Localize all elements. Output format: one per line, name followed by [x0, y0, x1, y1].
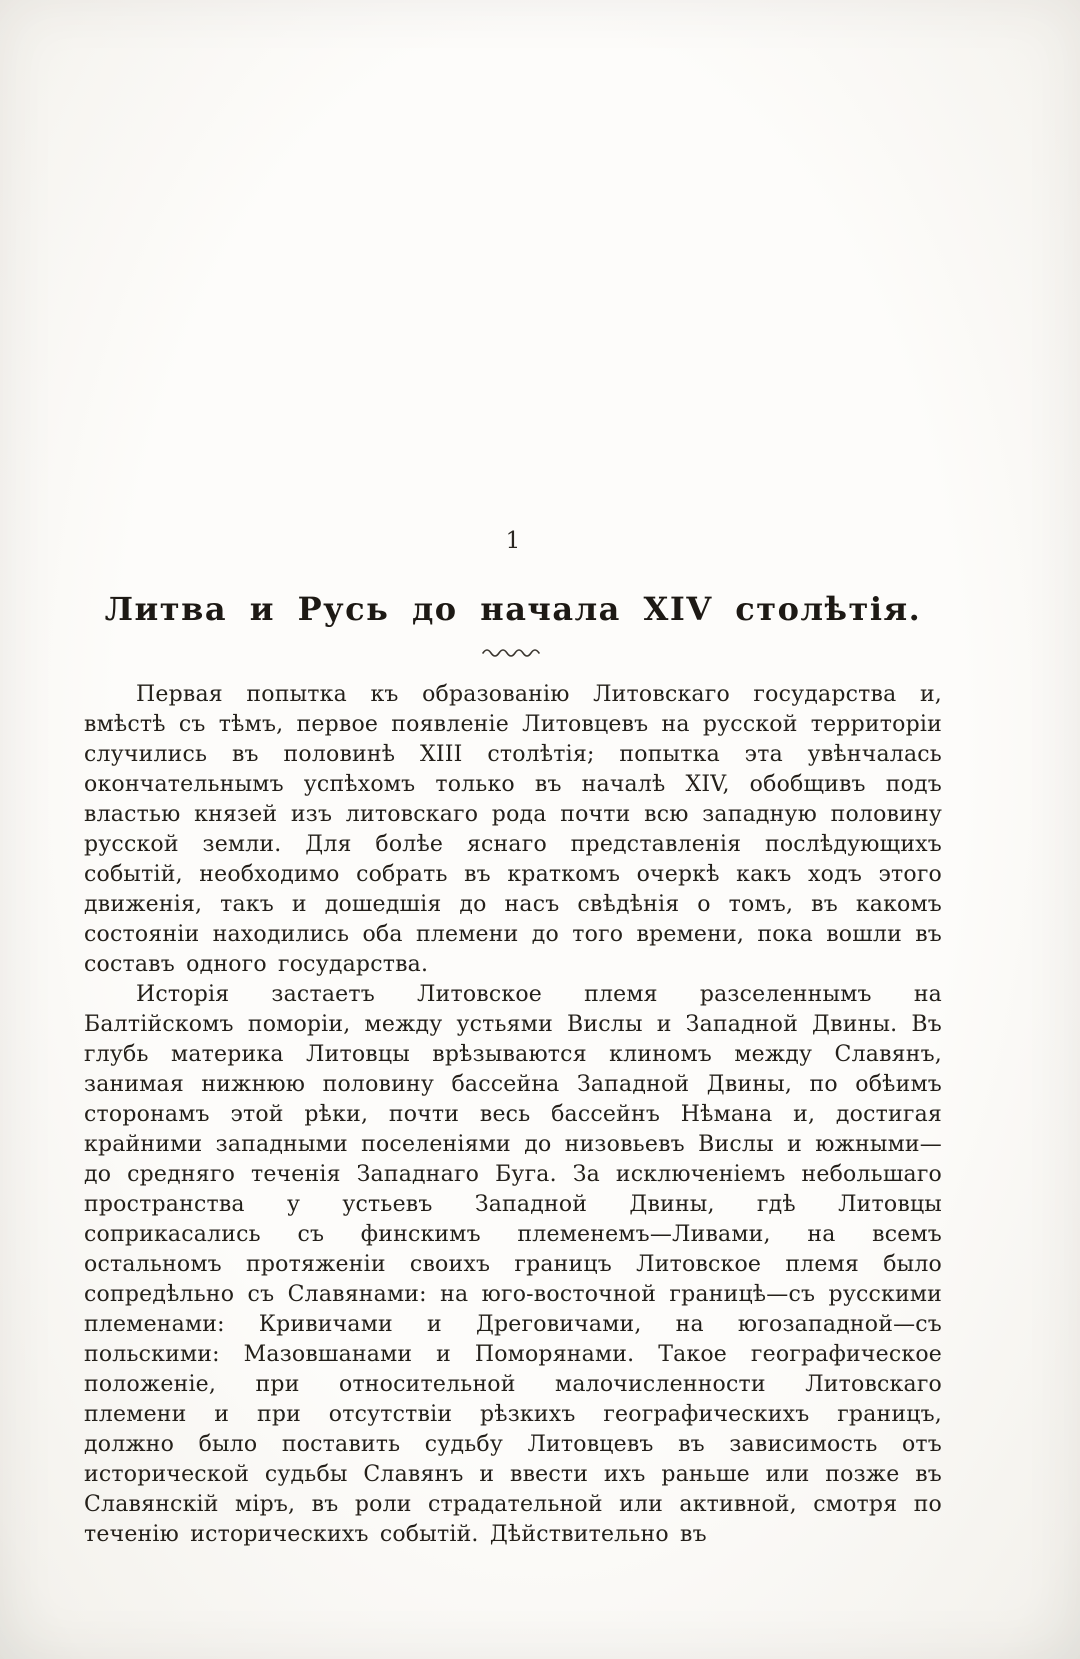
- wavy-line-icon: [481, 646, 545, 660]
- title-flourish-ornament: [84, 646, 942, 660]
- paragraph-1: Первая попытка къ образованію Литовскаго государства и, вмѣстѣ съ тѣмъ, первое появленіе Литовцевъ на русской территоріи случились въ половинѣ XIII столѣтія; попытка эта увѣнчалась окончательнымъ успѣхомъ только въ началѣ XIV, обобщивъ подъ властью князей изъ литовскаго рода почти всю западную половину русской земли. Для болѣе яснаго представленія послѣдующихъ событій, необходимо собрать въ краткомъ очеркѣ какъ ходъ этого движенія, такъ и дошедшія до насъ свѣдѣнія о томъ, въ какомъ состояніи находились оба племени до того времени, пока вошли въ составъ одного государства.: [84, 682, 942, 977]
- page-number: 1: [505, 528, 521, 554]
- paragraph-2: Исторія застаетъ Литовское племя разселеннымъ на Балтійскомъ поморіи, между устьями Вислы и Западной Двины. Въ глубь материка Литовцы врѣзываются клиномъ между Славянъ, занимая нижнюю половину бассейна Западной Двины, по обѣимъ сторонамъ этой рѣки, почти весь бассейнъ Нѣмана и, достигая крайними западными поселеніями до низовьевъ Вислы и южными—до средняго теченія Западнаго Буга. За исключеніемъ небольшаго пространства у устьевъ Западной Двины, гдѣ Литовцы соприкасались съ финскимъ племенемъ—Ливами, на всемъ остальномъ протяженіи своихъ границъ Литовское племя было сопредѣльно съ Славянами: на юго-восточной границѣ—съ русскими племенами: Кривичами и Дреговичами, на югозападной—съ польскими: Мазовшанами и Поморянами. Такое географическое положеніе, при относительной малочисленности Литовскаго племени и при отсутствіи рѣзкихъ географическихъ границъ, должно было поставить судьбу Литовцевъ въ зависимость отъ исторической судьбы Славянъ и ввести ихъ раньше или позже въ Славянскій міръ, въ роли страдательной или активной, смотря по теченію историческихъ событій. Дѣйствительно въ: [84, 982, 942, 1547]
- chapter-title: Литва и Русь до начала XIV столѣтія.: [104, 590, 922, 628]
- page-content: [84, 528, 942, 1550]
- body-text: [84, 680, 942, 1550]
